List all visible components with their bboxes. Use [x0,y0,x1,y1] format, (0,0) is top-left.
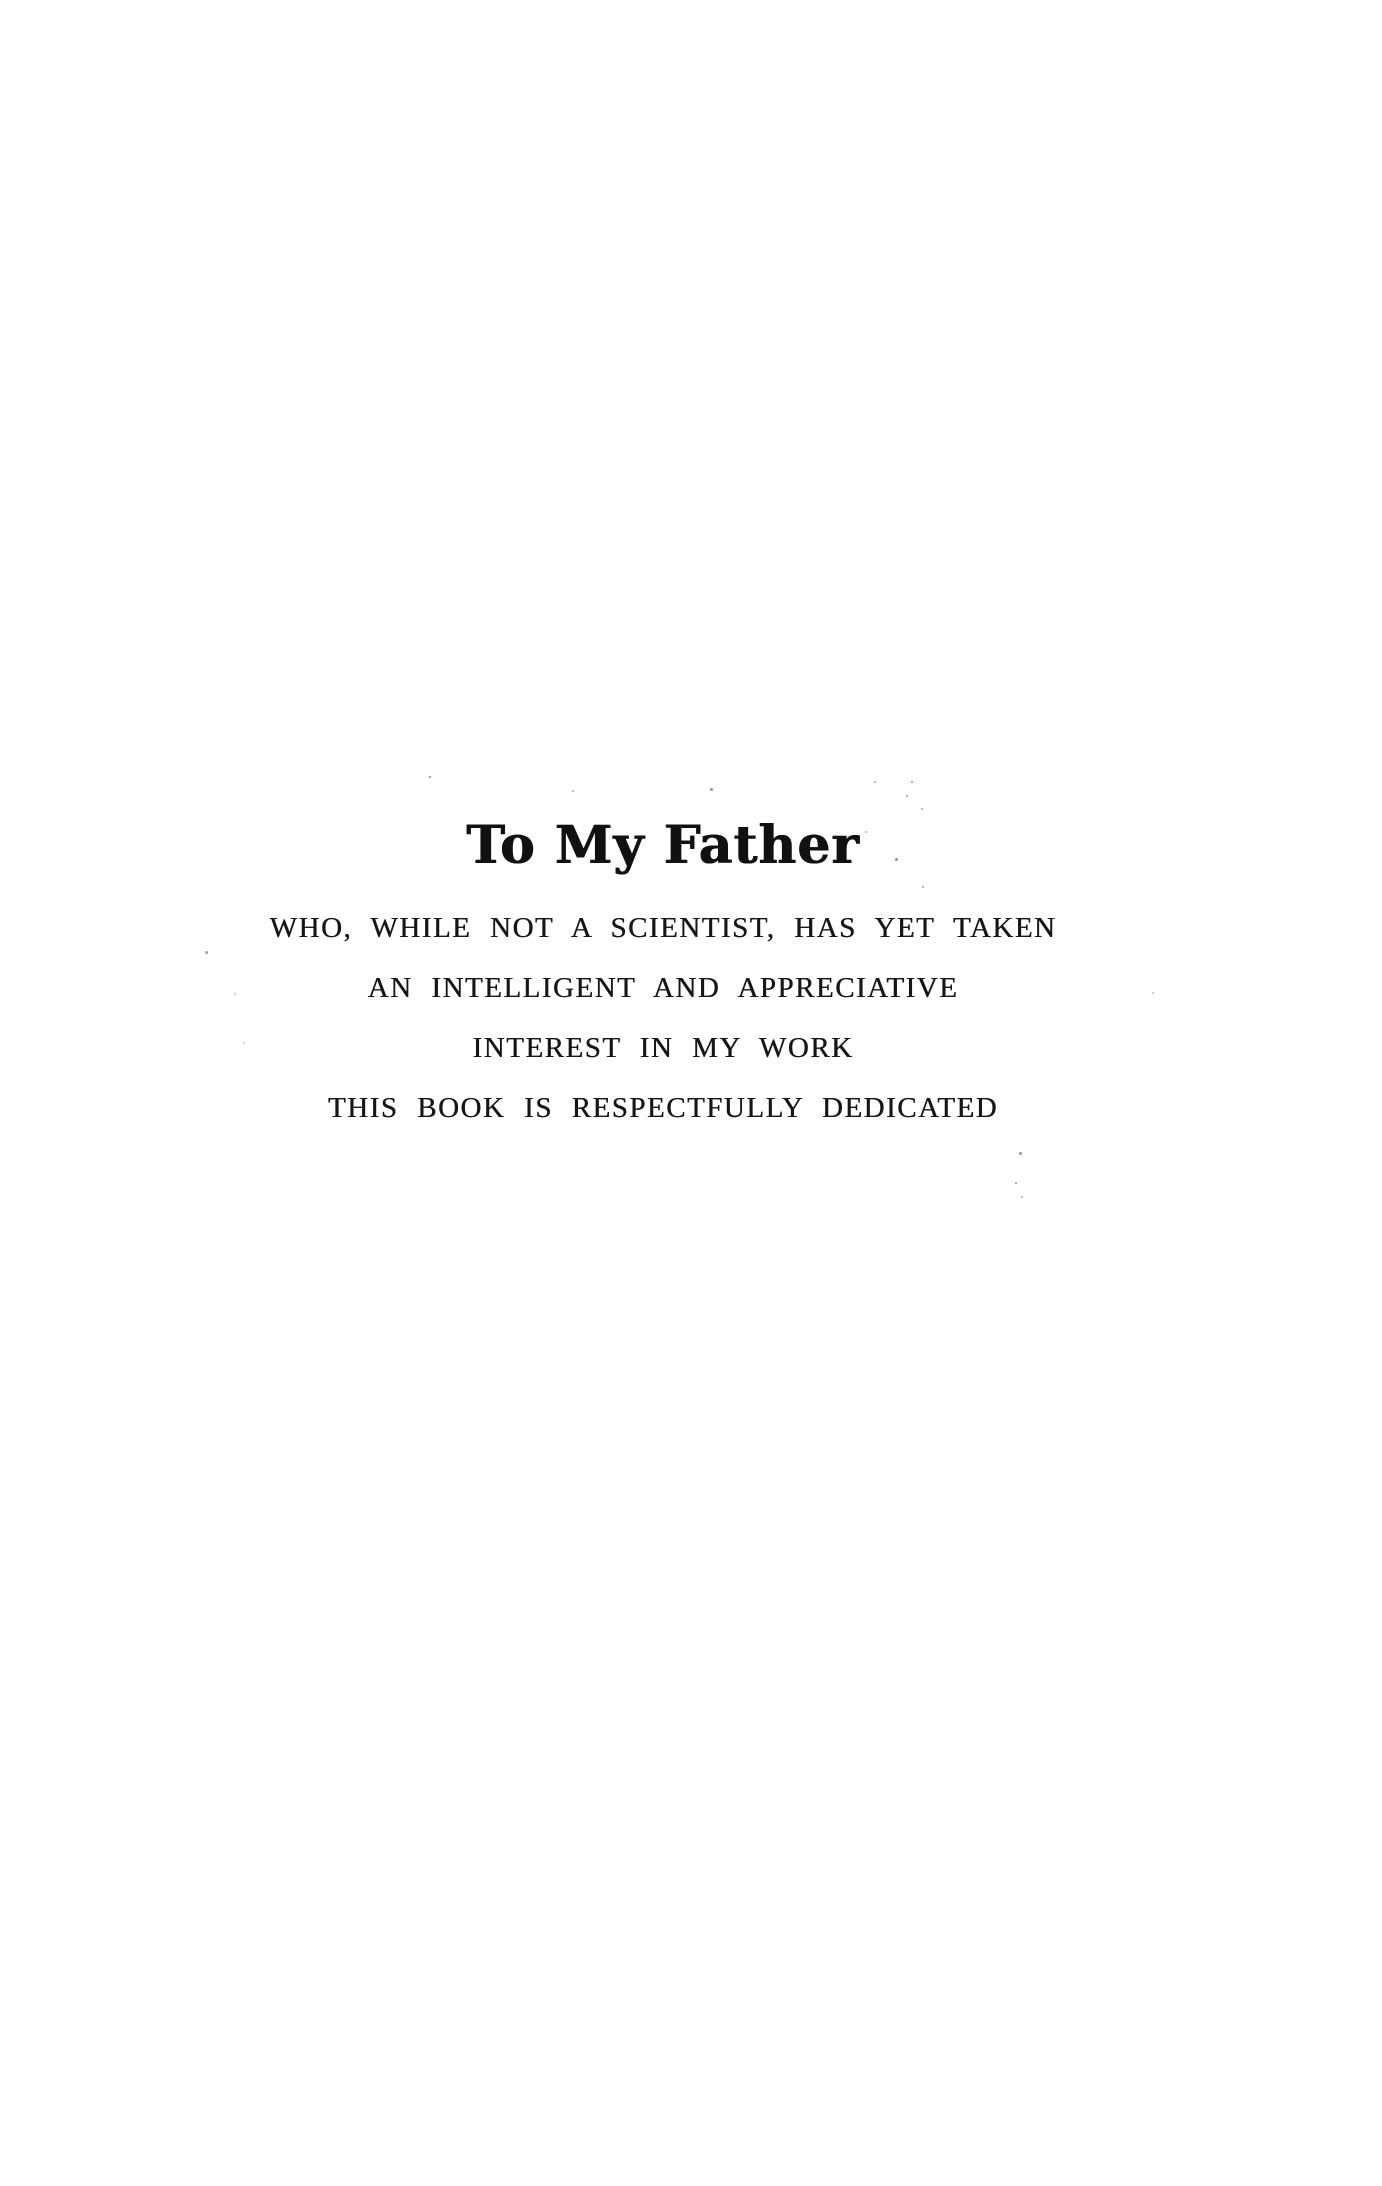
dedication-title: To My Father [466,815,860,876]
scan-speck [429,776,431,778]
dedication-line-1: WHO, WHILE NOT A SCIENTIST, HAS YET TAKEN [269,912,1057,944]
dedication-line-4: THIS BOOK IS RESPECTFULLY DEDICATED [327,1092,999,1124]
dedication-line-2: AN INTELLIGENT AND APPRECIATIVE [367,972,959,1004]
scan-speck [922,886,924,888]
scan-speck [710,788,713,791]
scan-speck [906,795,908,797]
scan-speck [874,781,876,783]
scan-speck [865,831,867,833]
scan-speck [921,808,923,810]
scan-speck [1021,1196,1023,1198]
scan-speck [911,781,913,783]
scan-speck [1015,1182,1017,1184]
scan-speck [895,858,898,861]
scan-speck [243,1042,245,1044]
dedication-block [0,816,1354,1124]
dedication-line-3: INTEREST IN MY WORK [472,1032,854,1064]
scan-speck [205,951,208,954]
scan-speck [572,790,574,792]
scan-speck [234,993,236,995]
scan-speck [1019,1152,1022,1155]
scan-speck [1152,992,1154,994]
